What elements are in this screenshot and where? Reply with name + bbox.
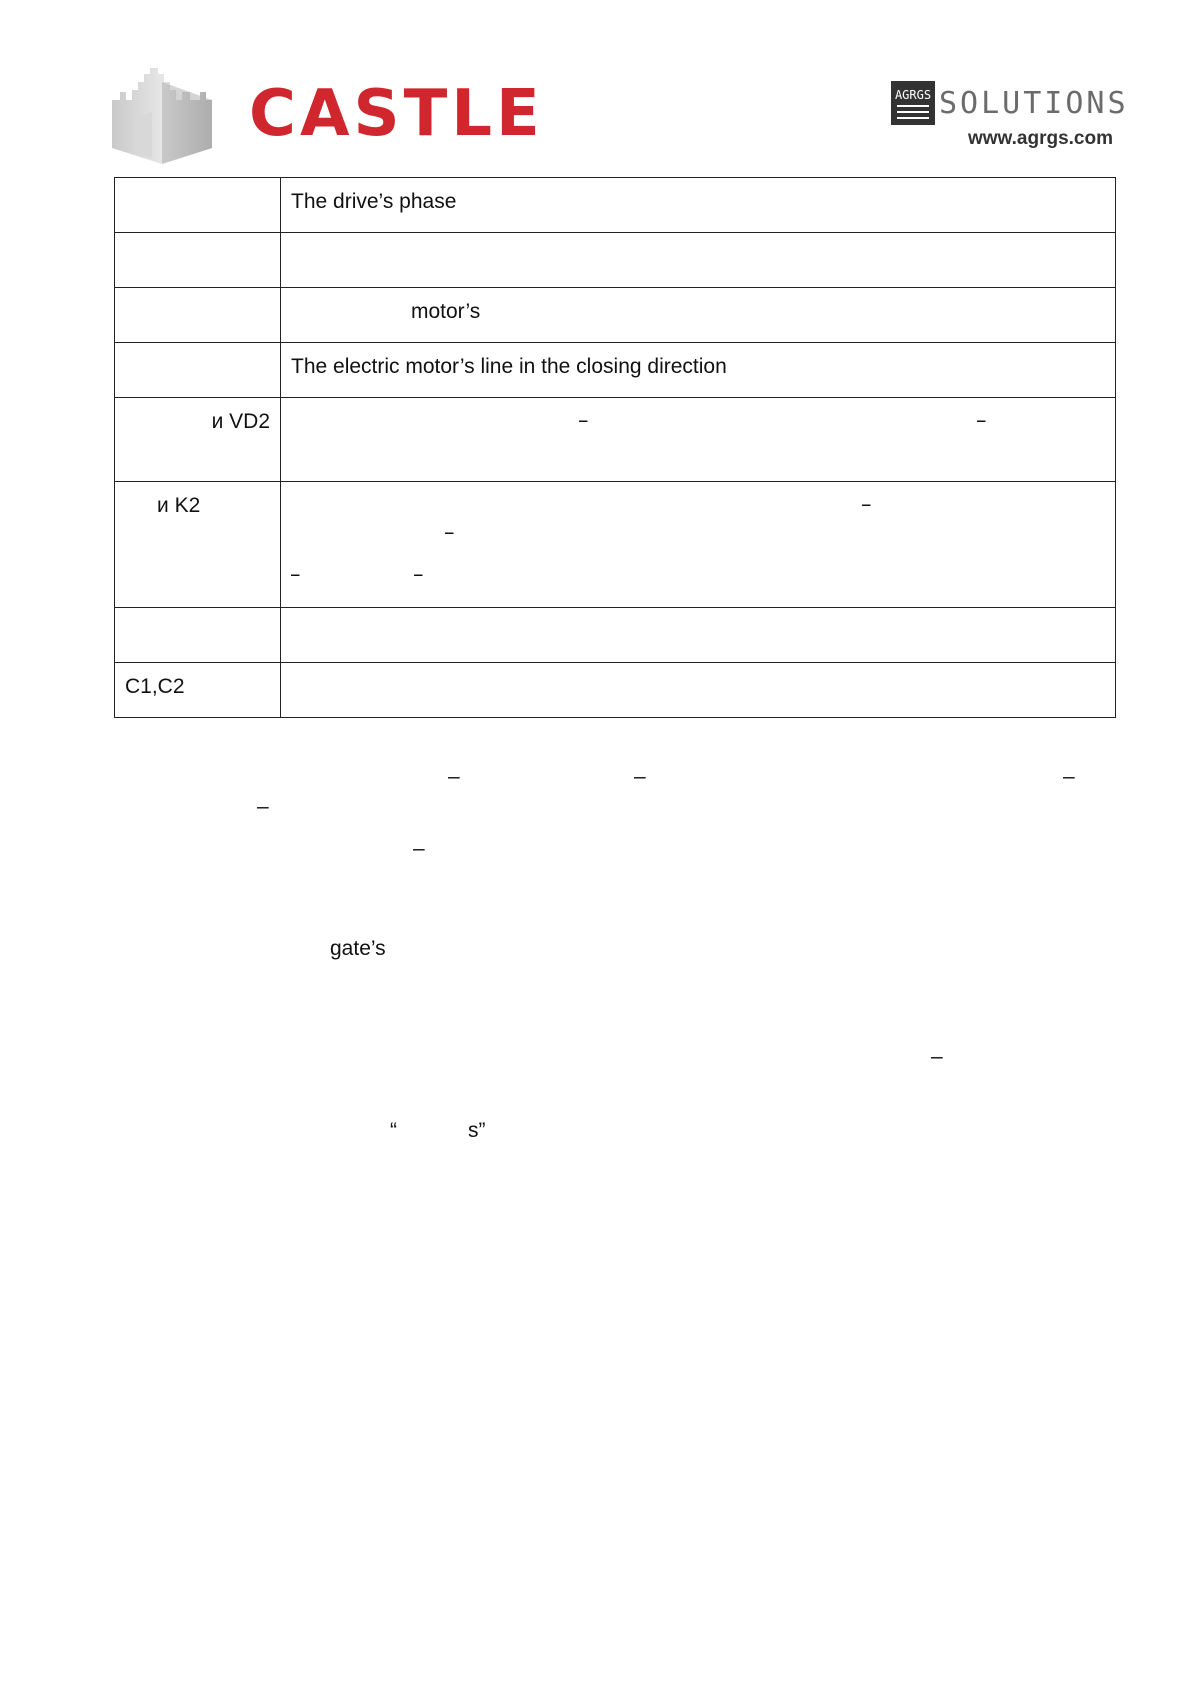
- row-label: [115, 288, 281, 343]
- dash-glyph: –: [976, 408, 987, 432]
- open-quote: “: [390, 1119, 397, 1142]
- dash-glyph: –: [444, 520, 455, 544]
- row-label: C1,C2: [115, 663, 281, 718]
- dash-glyph: –: [290, 562, 301, 586]
- body-word: s”: [468, 1119, 486, 1142]
- table-row: [115, 233, 1116, 288]
- row-label: [115, 178, 281, 233]
- row-description: [281, 608, 1116, 663]
- dash-glyph: –: [1063, 765, 1075, 788]
- row-label: [115, 233, 281, 288]
- row-description: [281, 482, 1116, 608]
- row-description: The drive’s phase: [281, 178, 1116, 233]
- row-description: motor’s: [281, 288, 1116, 343]
- row-description: [281, 663, 1116, 718]
- table-row: [115, 178, 1116, 233]
- table-row: [115, 482, 1116, 608]
- table-row: [115, 608, 1116, 663]
- brand-name: CASTLE: [249, 77, 544, 151]
- terminal-table: [114, 177, 1116, 718]
- agrgs-logo-text: AGRGS: [894, 88, 932, 102]
- dash-glyph: –: [634, 765, 646, 788]
- agrgs-logo-icon: [891, 81, 935, 125]
- body-word: gate’s: [330, 937, 386, 960]
- row-description: The electric motor’s line in the closing direction: [281, 343, 1116, 398]
- website-link[interactable]: www.agrgs.com: [968, 128, 1113, 149]
- dash-glyph: –: [257, 795, 269, 818]
- table-row: [115, 663, 1116, 718]
- dash-glyph: –: [448, 765, 460, 788]
- dash-glyph: –: [413, 562, 424, 586]
- company-name: SOLUTIONS: [939, 86, 1129, 121]
- row-description: [281, 398, 1116, 482]
- castle-tower-logo: [112, 68, 212, 164]
- row-label: и K2: [115, 482, 281, 608]
- table-row: [115, 398, 1116, 482]
- row-label: [115, 343, 281, 398]
- table-row: [115, 343, 1116, 398]
- row-label: и VD2: [115, 398, 281, 482]
- dash-glyph: –: [861, 492, 872, 516]
- table-row: [115, 288, 1116, 343]
- row-description: [281, 233, 1116, 288]
- dash-glyph: –: [413, 837, 425, 860]
- dash-glyph: –: [931, 1045, 943, 1068]
- dash-glyph: –: [578, 408, 589, 432]
- row-label: [115, 608, 281, 663]
